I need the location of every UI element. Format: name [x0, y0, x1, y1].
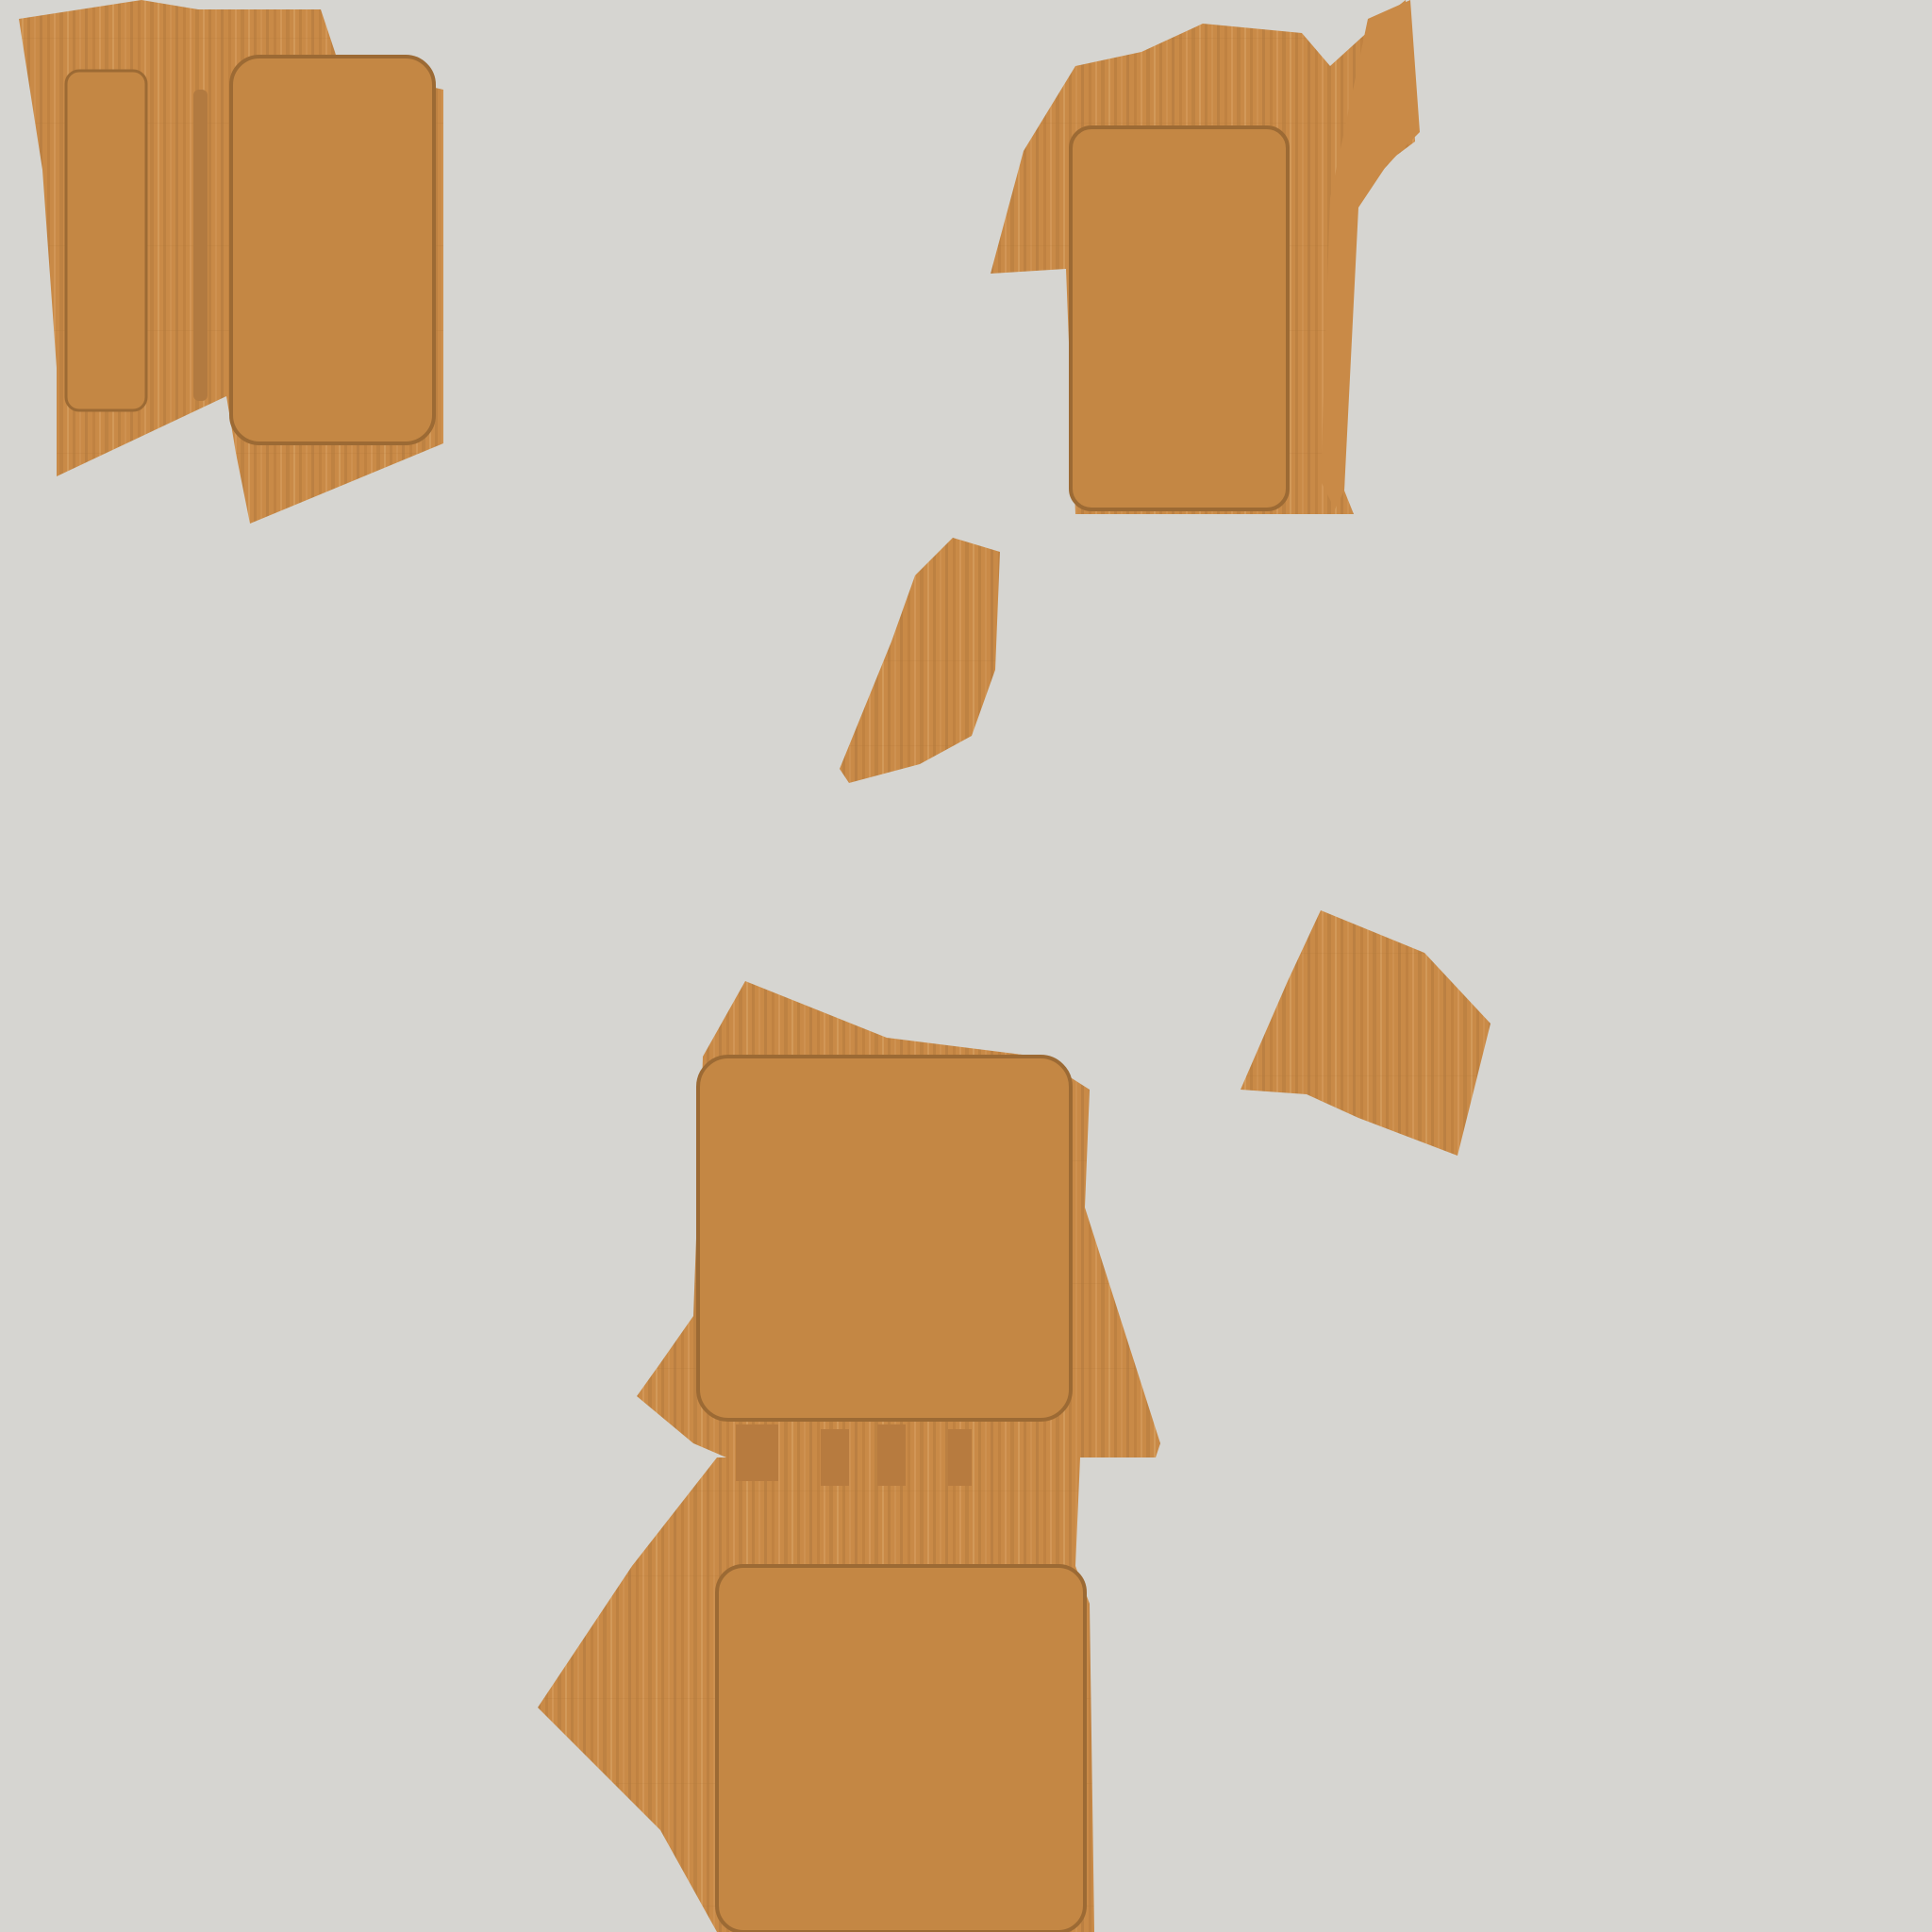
uv-island-bottom [538, 1424, 1094, 1932]
uv-island-top-left [19, 0, 443, 524]
uv-island-center-main [637, 981, 1160, 1467]
uv-island-center-sliver [840, 538, 1000, 783]
uv-island-right-small [1241, 910, 1491, 1156]
uv-island-top-right [991, 0, 1420, 514]
